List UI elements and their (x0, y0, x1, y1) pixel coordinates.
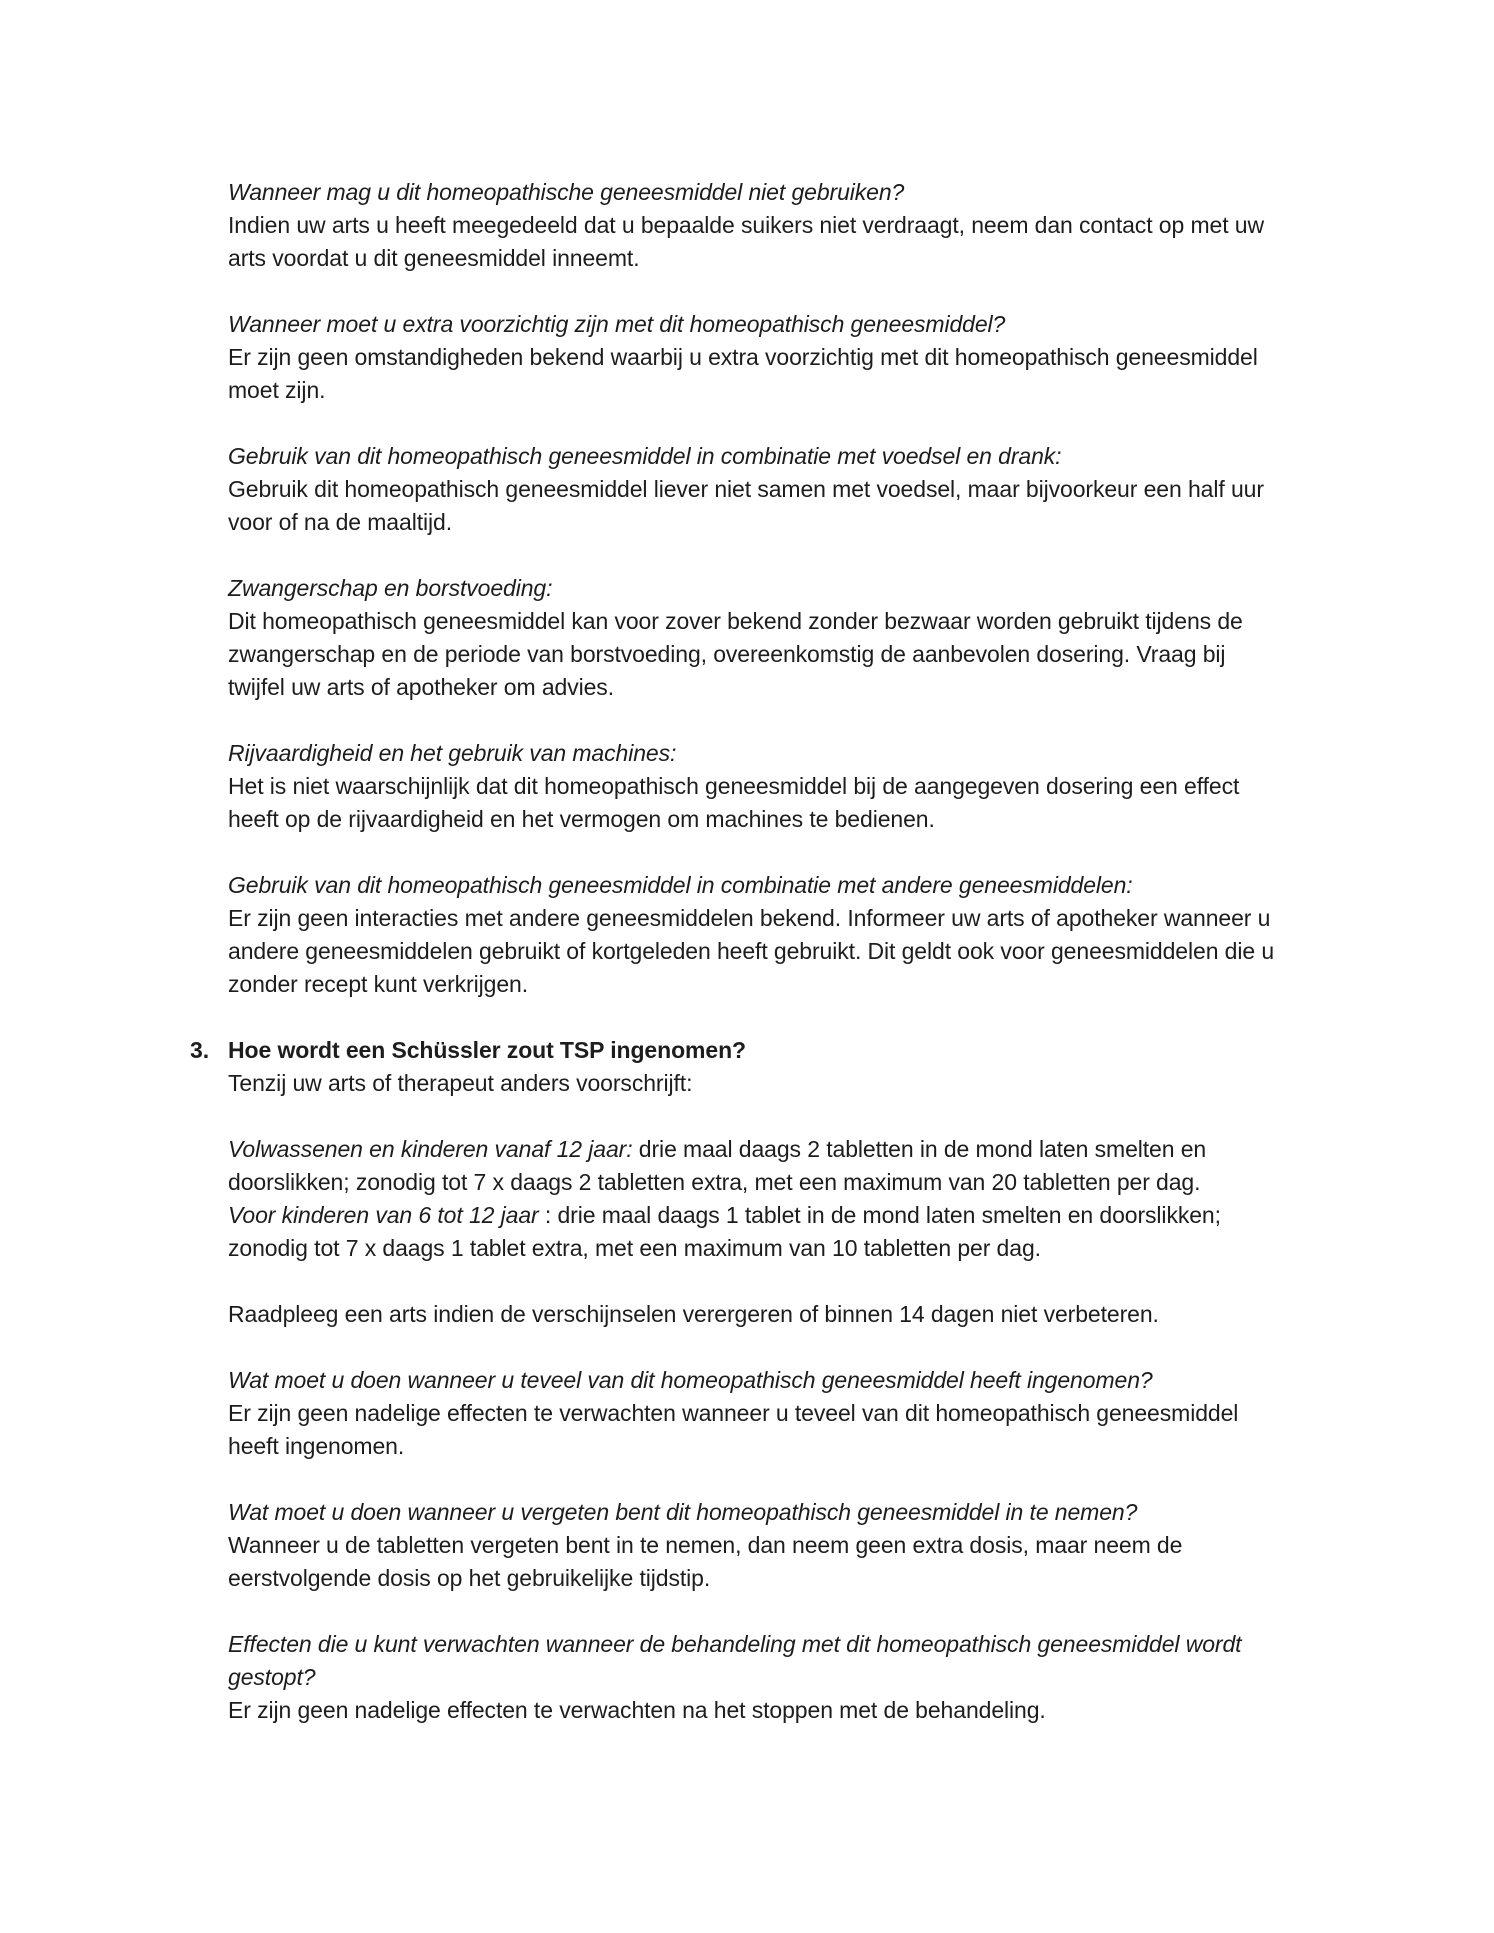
dosage-children (228, 1199, 1288, 1265)
section-contraindications (228, 176, 1288, 275)
list-number: 3. (190, 1037, 209, 1063)
section-heading: Rijvaardigheid en het gebruik van machines: (228, 740, 677, 766)
section-stopping-treatment (228, 1628, 1288, 1727)
section-heading: Wat moet u doen wanneer u teveel van dit homeopathisch geneesmiddel heeft ingenomen? (228, 1367, 1153, 1393)
section-missed-dose (228, 1496, 1288, 1595)
section-body: Indien uw arts u heeft meegedeeld dat u bepaalde suikers niet verdraagt, neem dan contact op met uw arts voordat u dit geneesmiddel inneemt. (228, 212, 1264, 271)
section-heading: Zwangerschap en borstvoeding: (228, 575, 553, 601)
section-body: Gebruik dit homeopathisch geneesmiddel liever niet samen met voedsel, maar bijvoorkeur een half uur voor of na de maaltijd. (228, 476, 1264, 535)
section-body: Er zijn geen nadelige effecten te verwachten na het stoppen met de behandeling. (228, 1697, 1046, 1723)
section-heading: Wanneer moet u extra voorzichtig zijn met dit homeopathisch geneesmiddel? (228, 311, 1006, 337)
section-overdose (228, 1364, 1288, 1463)
numbered-title: Hoe wordt een Schüssler zout TSP ingenomen? (228, 1037, 746, 1063)
section-other-medicines (228, 869, 1288, 1001)
section-heading: Effecten die u kunt verwachten wanneer de behandeling met dit homeopathisch geneesmiddel wordt gestopt? (228, 1631, 1242, 1690)
section-body: Er zijn geen nadelige effecten te verwachten wanneer u teveel van dit homeopathisch geneesmiddel heeft ingenomen. (228, 1400, 1239, 1459)
section-heading: Gebruik van dit homeopathisch geneesmiddel in combinatie met andere geneesmiddelen: (228, 872, 1133, 898)
section-precautions (228, 308, 1288, 407)
section-body: Er zijn geen omstandigheden bekend waarbij u extra voorzichtig met dit homeopathisch geneesmiddel moet zijn. (228, 344, 1258, 403)
section-heading: Wanneer mag u dit homeopathische geneesmiddel niet gebruiken? (228, 179, 905, 205)
section-heading: Wat moet u doen wanneer u vergeten bent dit homeopathisch geneesmiddel in te nemen? (228, 1499, 1138, 1525)
numbered-intro: Tenzij uw arts of therapeut anders voorschrijft: (228, 1070, 693, 1096)
section-heading: Gebruik van dit homeopathisch geneesmiddel in combinatie met voedsel en drank: (228, 443, 1062, 469)
section-body: Wanneer u de tabletten vergeten bent in te nemen, dan neem geen extra dosis, maar neem de eerstvolgende dosis op het gebruikelijke tijdstip. (228, 1532, 1183, 1591)
dosage-adults-label: Volwassenen en kinderen vanaf 12 jaar: (228, 1136, 633, 1162)
dosage-children-text: : drie maal daags 1 tablet in de mond laten smelten en doorslikken; zonodig tot 7 x daags 1 tablet extra, met een maximum van 10 tabletten per dag. (228, 1202, 1221, 1261)
section-pregnancy (228, 572, 1288, 704)
consult-doctor-advice: Raadpleeg een arts indien de verschijnselen verergeren of binnen 14 dagen niet verbeteren. (228, 1301, 1159, 1327)
dosage-adults (228, 1133, 1288, 1199)
numbered-heading-3 (190, 1034, 1288, 1100)
section-driving (228, 737, 1288, 836)
section-food-drink (228, 440, 1288, 539)
section-body: Er zijn geen interacties met andere geneesmiddelen bekend. Informeer uw arts of apotheker wanneer u andere geneesmiddelen gebruikt of kortgeleden heeft gebruikt. Dit geldt ook voor geneesmiddelen die u zonder recept kunt verkrijgen. (228, 905, 1275, 997)
section-body: Het is niet waarschijnlijk dat dit homeopathisch geneesmiddel bij de aangegeven dosering een effect heeft op de rijvaardigheid en het vermogen om machines te bedienen. (228, 773, 1240, 832)
dosage-children-label: Voor kinderen van 6 tot 12 jaar (228, 1202, 539, 1228)
section-dosage (228, 1133, 1288, 1265)
section-body: Dit homeopathisch geneesmiddel kan voor zover bekend zonder bezwaar worden gebruikt tijdens de zwangerschap en de periode van borstvoeding, overeenkomstig de aanbevolen dosering. Vraag bij twijfel uw arts of apotheker om advies. (228, 608, 1243, 700)
dosage-adults-text: drie maal daags 2 tabletten in de mond laten smelten en doorslikken; zonodig tot 7 x daags 2 tabletten extra, met een maximum van 20 tabletten per dag. (228, 1136, 1207, 1195)
